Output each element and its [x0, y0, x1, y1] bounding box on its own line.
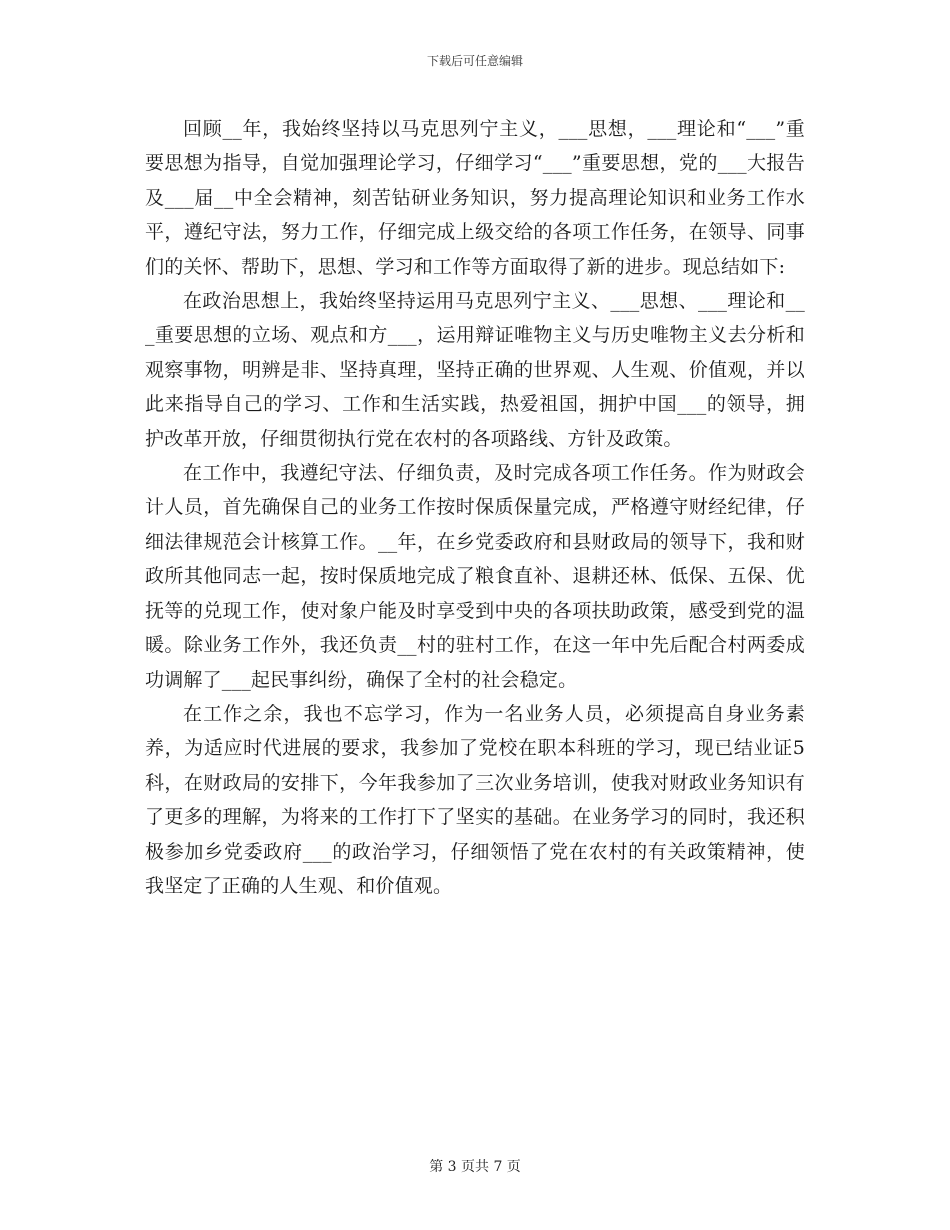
paragraph-work: 在工作中，我遵纪守法、仔细负责，及时完成各项工作任务。作为财政会计人员，首先确保自己的业务工作按时保质保量完成，严格遵守财经纪律，仔细法律规范会计核算工作。__年，在乡党委政府和县财政局的领导下，我和财政所其他同志一起，按时保质地完成了粮食直补、退耕还林、低保、五保、优抚等的兑现工作，使对象户能及时享受到中央的各项扶助政策，感受到党的温暖。除业务工作外，我还负责__村的驻村工作，在这一年中先后配合村两委成功调解了___起民事纠纷，确保了全村的社会稳定。: [145, 462, 805, 691]
paragraph-political-thought: 在政治思想上，我始终坚持运用马克思列宁主义、___思想、___理论和___重要思想的立场、观点和方___，运用辩证唯物主义与历史唯物主义去分析和观察事物，明辨是非、坚持真理，坚持正确的世界观、人生观、价值观，并以此来指导自己的学习、工作和生活实践，热爱祖国，拥护中国___的领导，拥护改革开放，仔细贯彻执行党在农村的各项路线、方针及政策。: [145, 290, 805, 450]
paragraph-review: 回顾__年，我始终坚持以马克思列宁主义，___思想，___理论和“___”重要思想为指导，自觉加强理论学习，仔细学习“___”重要思想，党的___大报告及___届__中全会精神，刻苦钻研业务知识，努力提高理论知识和业务工作水平，遵纪守法，努力工作，仔细完成上级交给的各项工作任务，在领导、同事们的关怀、帮助下，思想、学习和工作等方面取得了新的进步。现总结如下:: [145, 118, 805, 278]
paragraph-study: 在工作之余，我也不忘学习，作为一名业务人员，必须提高自身业务素养，为适应时代进展的要求，我参加了党校在职本科班的学习，现已结业证5科，在财政局的安排下，今年我参加了三次业务培训，使我对财政业务知识有了更多的理解，为将来的工作打下了坚实的基础。在业务学习的同时，我还积极参加乡党委政府___的政治学习，仔细领悟了党在农村的有关政策精神，使我坚定了正确的人生观、和价值观。: [145, 702, 805, 897]
page-number: 第 3 页共 7 页: [429, 1159, 521, 1175]
page-header: 下载后可任意编辑: [426, 54, 523, 68]
document-body: [145, 112, 805, 903]
